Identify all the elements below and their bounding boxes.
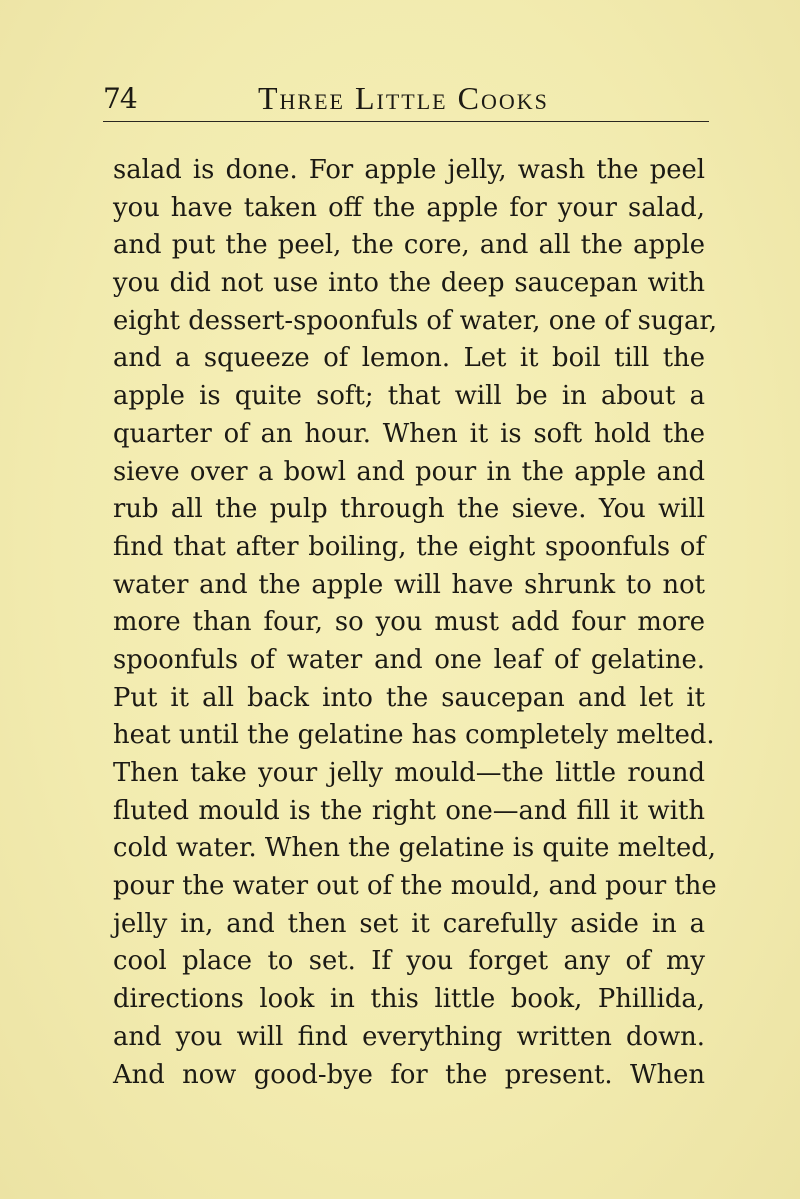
- text-line: cold water. When the gelatine is quite melted,: [113, 833, 716, 864]
- text-line: sieve over a bowl and pour in the apple and: [113, 456, 705, 487]
- header-rule: [103, 121, 709, 122]
- text-line: water and the apple will have shrunk to not: [113, 569, 705, 600]
- text-line: pour the water out of the mould, and pour the: [113, 871, 717, 902]
- text-line: and put the peel, the core, and all the apple: [113, 230, 705, 261]
- text-line: rub all the pulp through the sieve. You will: [113, 494, 705, 525]
- text-line: directions look in this little book, Phillida,: [113, 984, 705, 1015]
- text-line: fluted mould is the right one—and fill it with: [113, 795, 705, 826]
- text-line: Put it all back into the saucepan and let it: [113, 682, 705, 713]
- text-line: and you will find everything written down.: [113, 1021, 705, 1052]
- text-line: you have taken off the apple for your salad,: [113, 192, 705, 223]
- text-line: spoonfuls of water and one leaf of gelatine.: [113, 644, 705, 675]
- text-line: cool place to set. If you forget any of my: [113, 946, 705, 977]
- text-line: apple is quite soft; that will be in about a: [113, 381, 705, 412]
- text-line: heat until the gelatine has completely melted.: [113, 720, 715, 751]
- text-line: find that after boiling, the eight spoonfuls of: [113, 531, 705, 562]
- running-head: [103, 74, 711, 122]
- text-line: quarter of an hour. When it is soft hold the: [113, 418, 705, 449]
- text-line: And now good-bye for the present. When: [113, 1059, 705, 1090]
- text-line: more than four, so you must add four more: [113, 607, 705, 638]
- running-title: Three Little Cooks: [258, 80, 549, 116]
- text-line: Then take your jelly mould—the little round: [113, 758, 705, 788]
- text-line: and a squeeze of lemon. Let it boil till the: [113, 343, 705, 374]
- text-line: salad is done. For apple jelly, wash the peel: [113, 155, 705, 185]
- body-text: [113, 152, 718, 1094]
- text-line: eight dessert-spoonfuls of water, one of sugar,: [113, 305, 718, 336]
- text-line: you did not use into the deep saucepan with: [113, 268, 705, 299]
- page-number: 74: [103, 82, 137, 115]
- text-line: jelly in, and then set it carefully aside in a: [113, 908, 705, 939]
